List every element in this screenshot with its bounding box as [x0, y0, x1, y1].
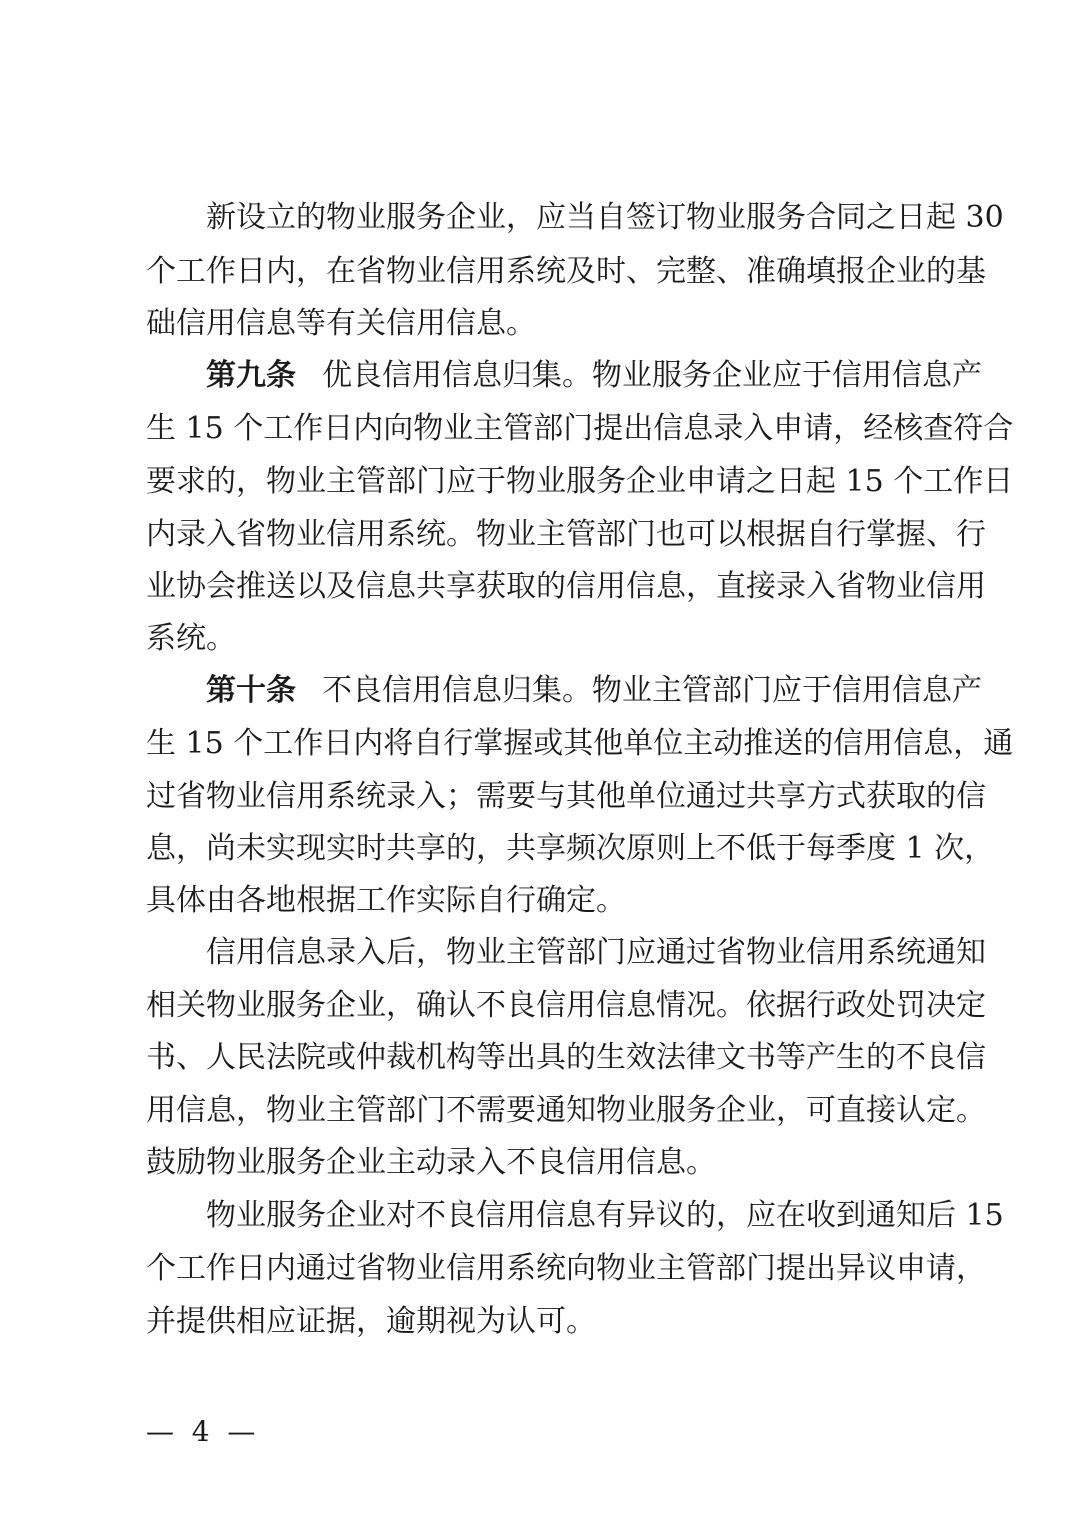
paragraph-4-line-3: 书、人民法院或仲裁机构等出具的生效法律文书等产生的不良信	[146, 1040, 986, 1075]
article-10-line-5: 具体由各地根据工作实际自行确定。	[146, 883, 626, 918]
paragraph-4-line-4: 用信息，物业主管部门不需要通知物业服务企业，可直接认定。	[146, 1093, 986, 1128]
paragraph-1-line-1: 新设立的物业服务企业，应当自签订物业服务合同之日起 30	[206, 200, 1004, 235]
article-10-text-1: 不良信用信息归集。物业主管部门应于信用信息产	[322, 673, 982, 708]
article-9-line-1	[206, 349, 982, 403]
paragraph-5-line-1: 物业服务企业对不良信用信息有异议的，应在收到通知后 15	[206, 1198, 1004, 1233]
article-10-line-3: 过省物业信用系统录入；需要与其他单位通过共享方式获取的信	[146, 779, 986, 814]
article-10-heading: 第十条	[206, 673, 296, 708]
page-number: — 4 —	[146, 1415, 256, 1448]
article-10-line-2: 生 15 个工作日内将自行掌握或其他单位主动推送的信用信息，通	[146, 726, 1014, 761]
article-10-line-1	[206, 664, 982, 718]
paragraph-4-line-2: 相关物业服务企业，确认不良信用信息情况。依据行政处罚决定	[146, 988, 986, 1023]
paragraph-4-line-5: 鼓励物业服务企业主动录入不良信用信息。	[146, 1145, 716, 1180]
article-9-line-4: 内录入省物业信用系统。物业主管部门也可以根据自行掌握、行	[146, 517, 986, 552]
paragraph-1-line-2: 个工作日内，在省物业信用系统及时、完整、准确填报企业的基	[146, 254, 986, 289]
paragraph-5-line-3: 并提供相应证据，逾期视为认可。	[146, 1304, 596, 1339]
paragraph-5-line-2: 个工作日内通过省物业信用系统向物业主管部门提出异议申请，	[146, 1251, 986, 1286]
article-9-line-3: 要求的，物业主管部门应于物业服务企业申请之日起 15 个工作日	[146, 464, 1014, 499]
article-9-line-5: 业协会推送以及信息共享获取的信用信息，直接录入省物业信用	[146, 569, 986, 604]
article-9-heading: 第九条	[206, 358, 296, 393]
article-9-text-1: 优良信用信息归集。物业服务企业应于信用信息产	[322, 358, 982, 393]
paragraph-4-line-1: 信用信息录入后，物业主管部门应通过省物业信用系统通知	[206, 935, 986, 970]
article-9-line-2: 生 15 个工作日内向物业主管部门提出信息录入申请，经核查符合	[146, 411, 1014, 446]
article-10-line-4: 息，尚未实现实时共享的，共享频次原则上不低于每季度 1 次，	[146, 831, 995, 866]
paragraph-1-line-3: 础信用信息等有关信用信息。	[146, 306, 536, 341]
article-9-line-6: 系统。	[146, 621, 236, 656]
